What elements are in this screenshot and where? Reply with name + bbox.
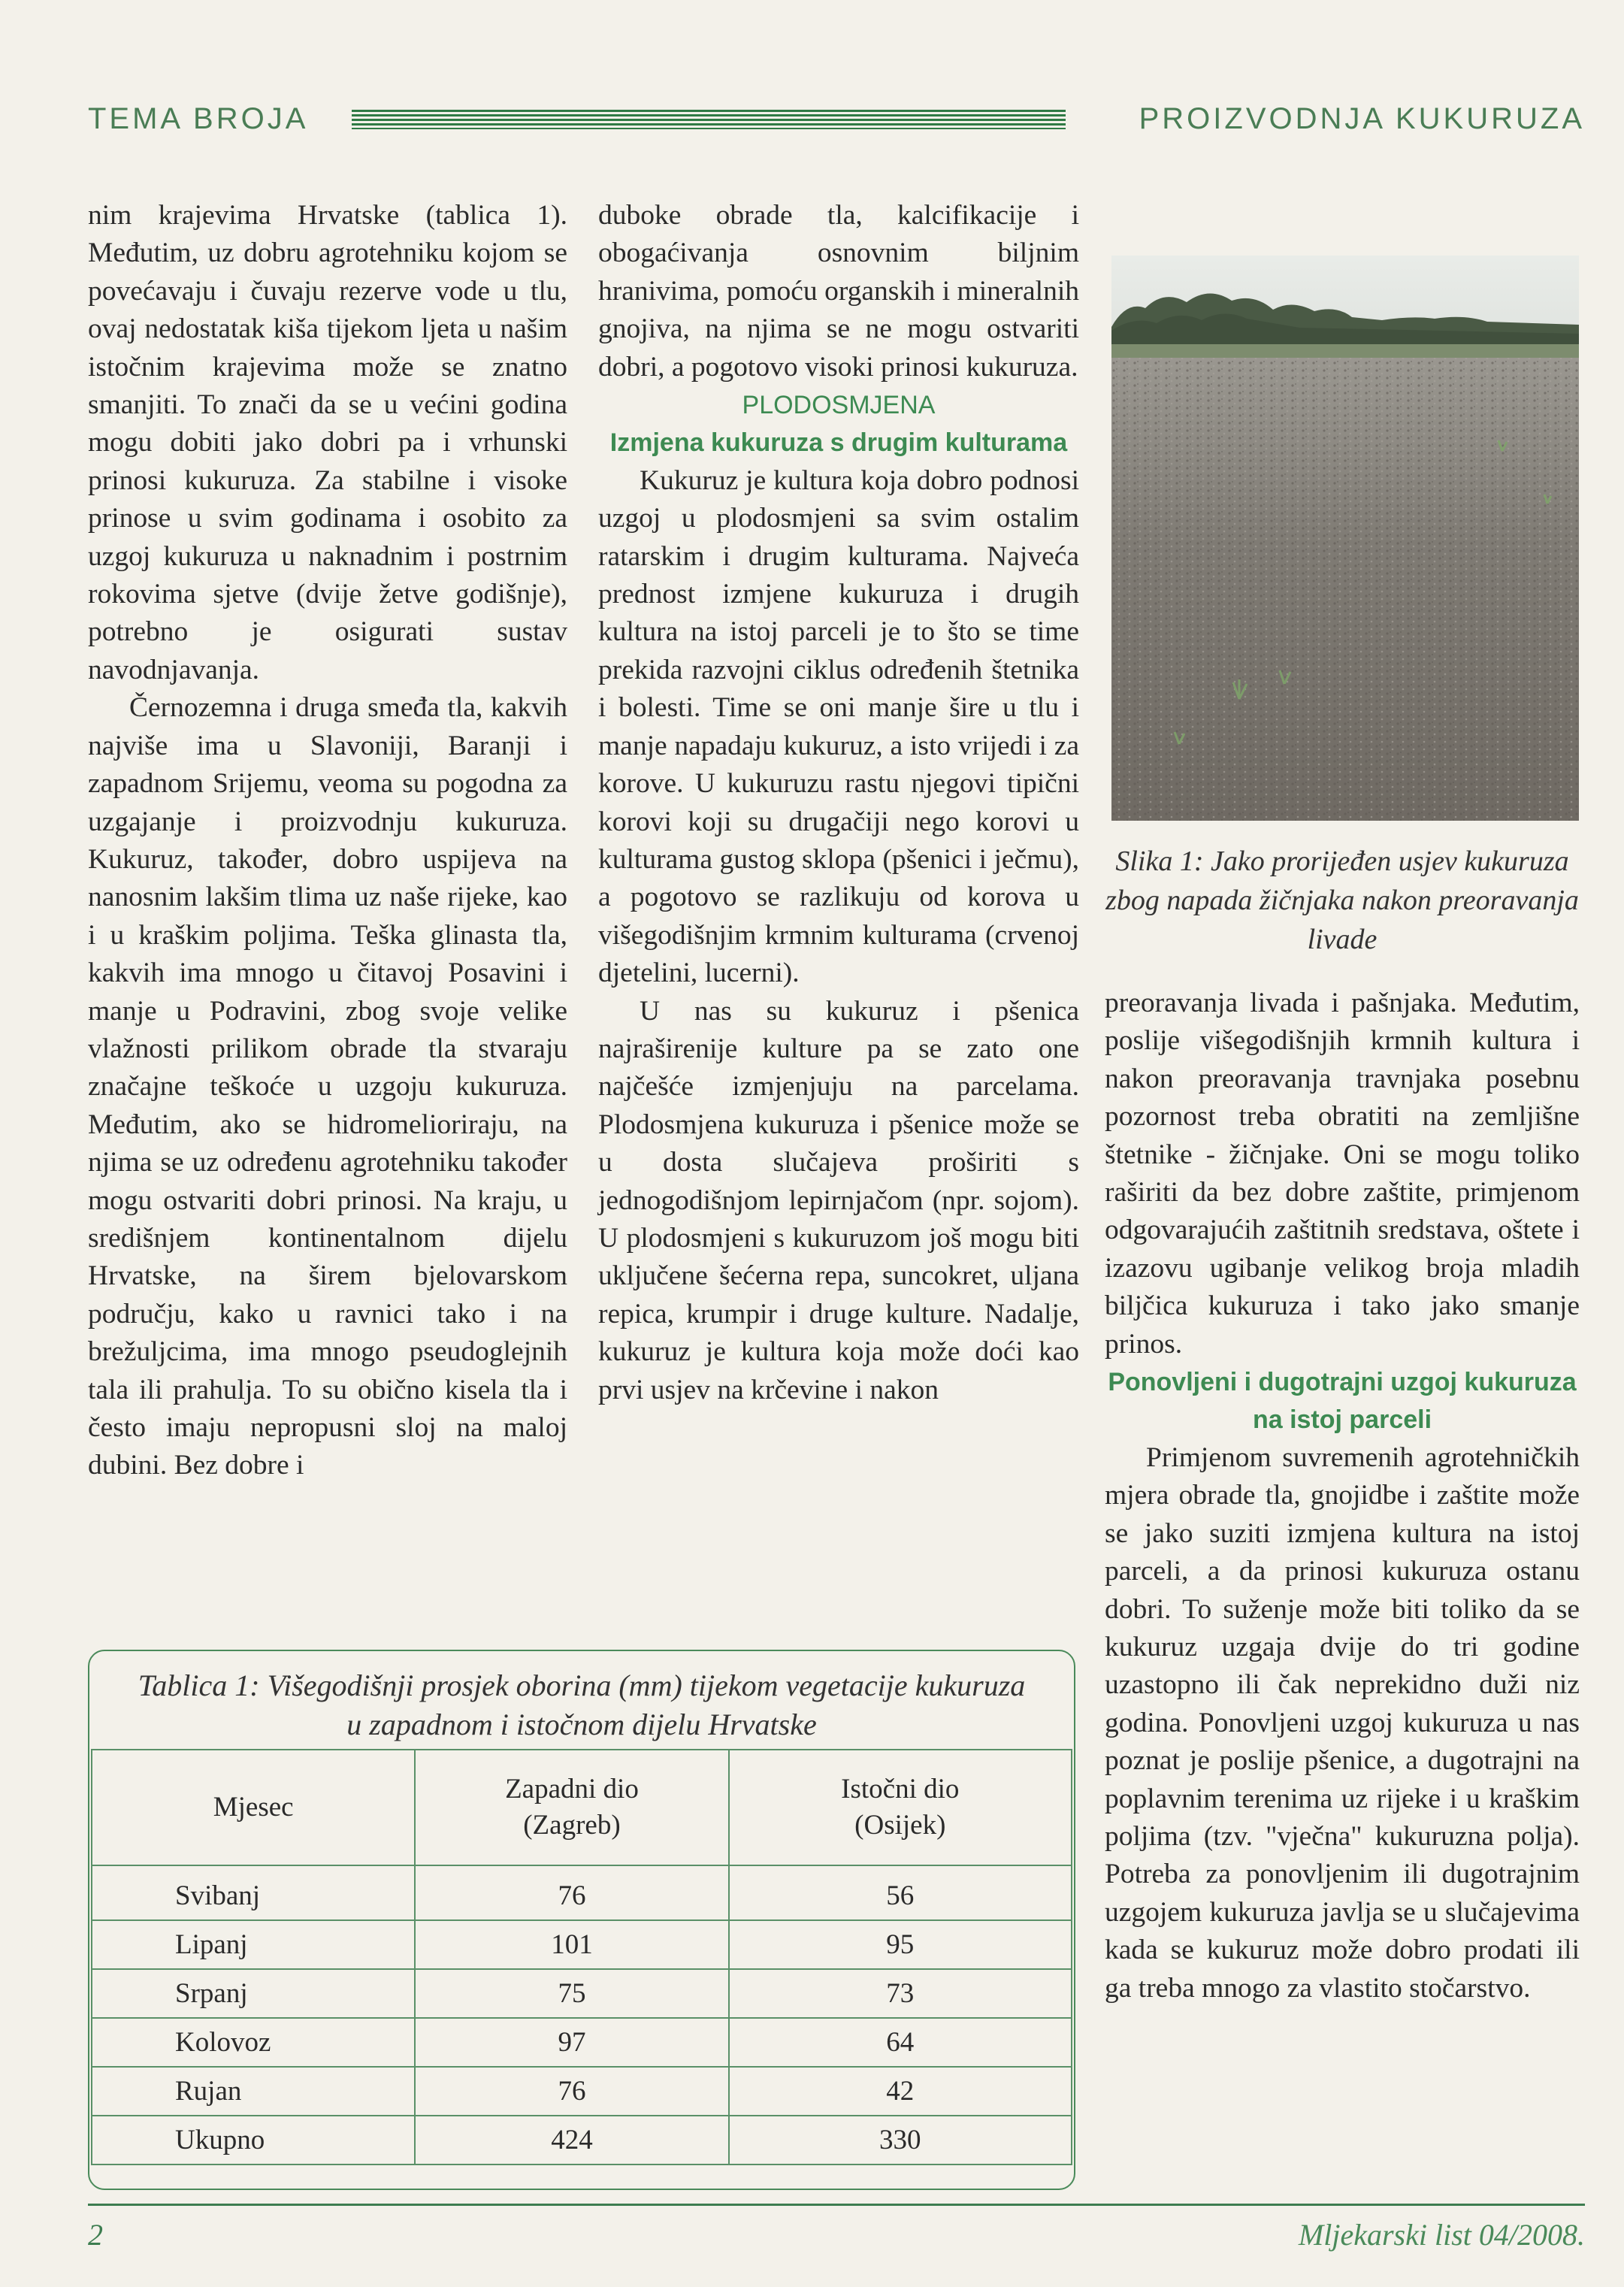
table-header-row [92, 1750, 1072, 1865]
table-caption-line1: Tablica 1: Višegodišnji prosjek oborina (mm) tijekom vegetacije kukuruza [138, 1668, 1026, 1702]
journal-issue: Mljekarski list 04/2008. [1298, 2218, 1585, 2252]
section-label: TEMA BROJA [88, 102, 309, 135]
cell-west: 101 [415, 1920, 728, 1969]
table-row [92, 2018, 1072, 2067]
cell-month: Rujan [92, 2067, 415, 2116]
paragraph: nim krajevima Hrvatske (tablica 1). Međutim, uz dobru agrotehniku kojom se povećavaju i čuvaju rezerve vode u tlu, ovaj nedostatak kiša tijekom ljeta u našim istočnim krajevima može se znatno smanjiti. To znači da se u većini godina mogu dobiti jako dobri pa i vrhunski prinosi kukuruza. Za stabilne i visoke prinose u svim godinama i osobito za uzgoj kukuruza u naknadnim i postrnim rokovima sjetve (dvije žetve godišnje), potrebno je osigurati sustav navodnjavanja. [88, 200, 567, 685]
header-west-line2: (Zagreb) [523, 1810, 621, 1841]
topic-label: PROIZVODNJA KUKURUZA [1139, 102, 1585, 135]
column-right [1105, 985, 1580, 2007]
cell-west: 424 [415, 2116, 728, 2164]
cell-east: 56 [729, 1865, 1072, 1920]
cell-east: 42 [729, 2067, 1072, 2116]
table-row [92, 1920, 1072, 1969]
table-row [92, 1969, 1072, 2018]
cell-east: 330 [729, 2116, 1072, 2164]
table-row [92, 2067, 1072, 2116]
paragraph: duboke obrade tla, kalcifikacije i obogaćivanja osnovnim biljnim hranivima, pomoću organskih i mineralnih gnojiva, na njima se ne mogu ostvariti dobri, a pogotovo visoki prinosi kukuruza. [598, 200, 1079, 383]
header-month: Mjesec [92, 1750, 415, 1865]
precipitation-table [91, 1749, 1072, 2165]
cell-west: 75 [415, 1969, 728, 2018]
footer-rule [88, 2204, 1585, 2206]
cell-west: 76 [415, 2067, 728, 2116]
cell-west: 97 [415, 2018, 728, 2067]
cell-month: Lipanj [92, 1920, 415, 1969]
section-subheading: Ponovljeni i dugotrajni uzgoj kukuruza na istoj parceli [1108, 1368, 1577, 1435]
cell-east: 95 [729, 1920, 1072, 1969]
cell-east: 73 [729, 1969, 1072, 2018]
column-left [88, 197, 567, 1485]
paragraph: U nas su kukuruz i pšenica najraširenije kulture pa se zato one najčešće izmjenjuju na parcelama. Plodosmjena kukuruza i pšenice može se u dosta slučajeva proširiti s jednogodišnjom lepirnjačom (npr. sojom). U plodosmjeni s kukuruzom još mogu biti uključene šećerna repa, suncokret, uljana repica, krumpir i druge kulture. Nadalje, kukuruz je kultura koja može doći kao prvi usjev na krčevine i nakon [598, 995, 1079, 1405]
header-east-line1: Istočni dio [841, 1774, 960, 1804]
header-rule [352, 110, 1066, 129]
cell-west: 76 [415, 1865, 728, 1920]
table-caption-line2: u zapadnom i istočnom dijelu Hrvatske [346, 1708, 817, 1741]
paragraph: preoravanja livada i pašnjaka. Međutim, poslije višegodišnjih krmnih kultura i nakon preoravanja travnjaka posebnu pozornost treba obratiti na zemljišne štetnike - žičnjake. Oni se mogu toliko raširiti da bez dobre zaštite, primjenom odgovarajućih zaštitnih sredstava, oštete i izazovu ugibanje velikog broja mladih biljčica kukuruza i tako jako smanje prinos. [1105, 988, 1580, 1360]
page-number: 2 [88, 2218, 103, 2252]
header-east-line2: (Osijek) [854, 1810, 946, 1841]
paragraph: Černozemna i druga smeđa tla, kakvih najviše ima u Slavoniji, Baranji i zapadnom Srijemu, veoma su pogodna za uzgajanje i proizvodnju kukuruza. Kukuruz, također, dobro uspijeva na nanosnim lakšim tlima uz naše rijeke, kao i u kraškim poljima. Teška glinasta tla, kakvih ima mnogo u čitavoj Posavini i manje u Podravini, zbog svoje velike vlažnosti prilikom obrade tla stvaraju značajne teškoće u uzgoju kukuruza. Međutim, ako se hidromelioriraju, na njima se uz određenu agrotehniku također mogu ostvariti dobri prinosi. Na kraju, u središnjem kontinentalnom dijelu Hrvatske, na širem bjelovarskom području, kako u ravnici tako i na brežuljcima, ima mnogo pseudoglejnih tala ili prahulja. To su obično kisela tla i često imaju nepropusni sloj na maloj dubini. Bez dobre i [88, 692, 567, 1481]
table-caption [89, 1666, 1074, 1744]
paragraph: Primjenom suvremenih agrotehničkih mjera obrade tla, gnojidbe i zaštite može se jako suziti izmjena kultura na istoj parceli, a da prinosi kukuruza ostanu dobri. To suženje može biti toliko da se kukuruz uzgaja dvije do tri godine uzastopno ili čak neprekidno duži niz godina. Ponovljeni uzgoj kukuruza u nas poznat je poslije pšenice, a dugotrajni na poplavnim terenima uz rijeke i u kraškim poljima (tzv. "vječna" kukuruzna polja). Potreba za ponovljenim ili dugotrajnim uzgojem kukuruza javlja se u slučajevima kada se kukuruz može dobro prodati ili ga treba mnogo za vlastito stočarstvo. [1105, 1441, 1580, 2004]
cell-month: Svibanj [92, 1865, 415, 1920]
cell-month: Srpanj [92, 1969, 415, 2018]
cell-month: Kolovoz [92, 2018, 415, 2067]
table-row-total [92, 2116, 1072, 2164]
header-west-line1: Zapadni dio [505, 1774, 639, 1804]
table-row [92, 1865, 1072, 1920]
paragraph: Kukuruz je kultura koja dobro podnosi uzgoj u plodosmjeni sa svim ostalim ratarskim i drugim kulturama. Najveća prednost izmjene kukuruza i drugih kultura na istoj parceli je to što se time prekida razvojni ciklus određenih štetnika i bolesti. Time se oni manje šire u tlu i manje napadaju kukuruz, a isto vrijedi i za korove. U kukuruzu rastu njegovi tipični korovi koji su drugačiji nego korovi u kulturama gustog sklopa (pšenici i ječmu), a pogotovo se razlikuju od korova u višegodišnjim krmnim kulturama (crvenoj djetelini, lucerni). [598, 464, 1079, 989]
section-subheading: Izmjena kukuruza s drugim kulturama [609, 428, 1068, 458]
cell-east: 64 [729, 2018, 1072, 2067]
header-west [415, 1750, 728, 1865]
photo-caption: Slika 1: Jako prorijeđen usjev kukuruza zbog napada žičnjaka nakon preoravanja livade [1105, 846, 1579, 955]
section-heading: PLODOSMJENA [742, 391, 936, 420]
precipitation-table-box [88, 1650, 1075, 2190]
header-east [729, 1750, 1072, 1865]
column-middle [598, 197, 1079, 1409]
field-photo [1111, 256, 1579, 821]
field-photo-image [1111, 256, 1579, 821]
cell-month: Ukupno [92, 2116, 415, 2164]
